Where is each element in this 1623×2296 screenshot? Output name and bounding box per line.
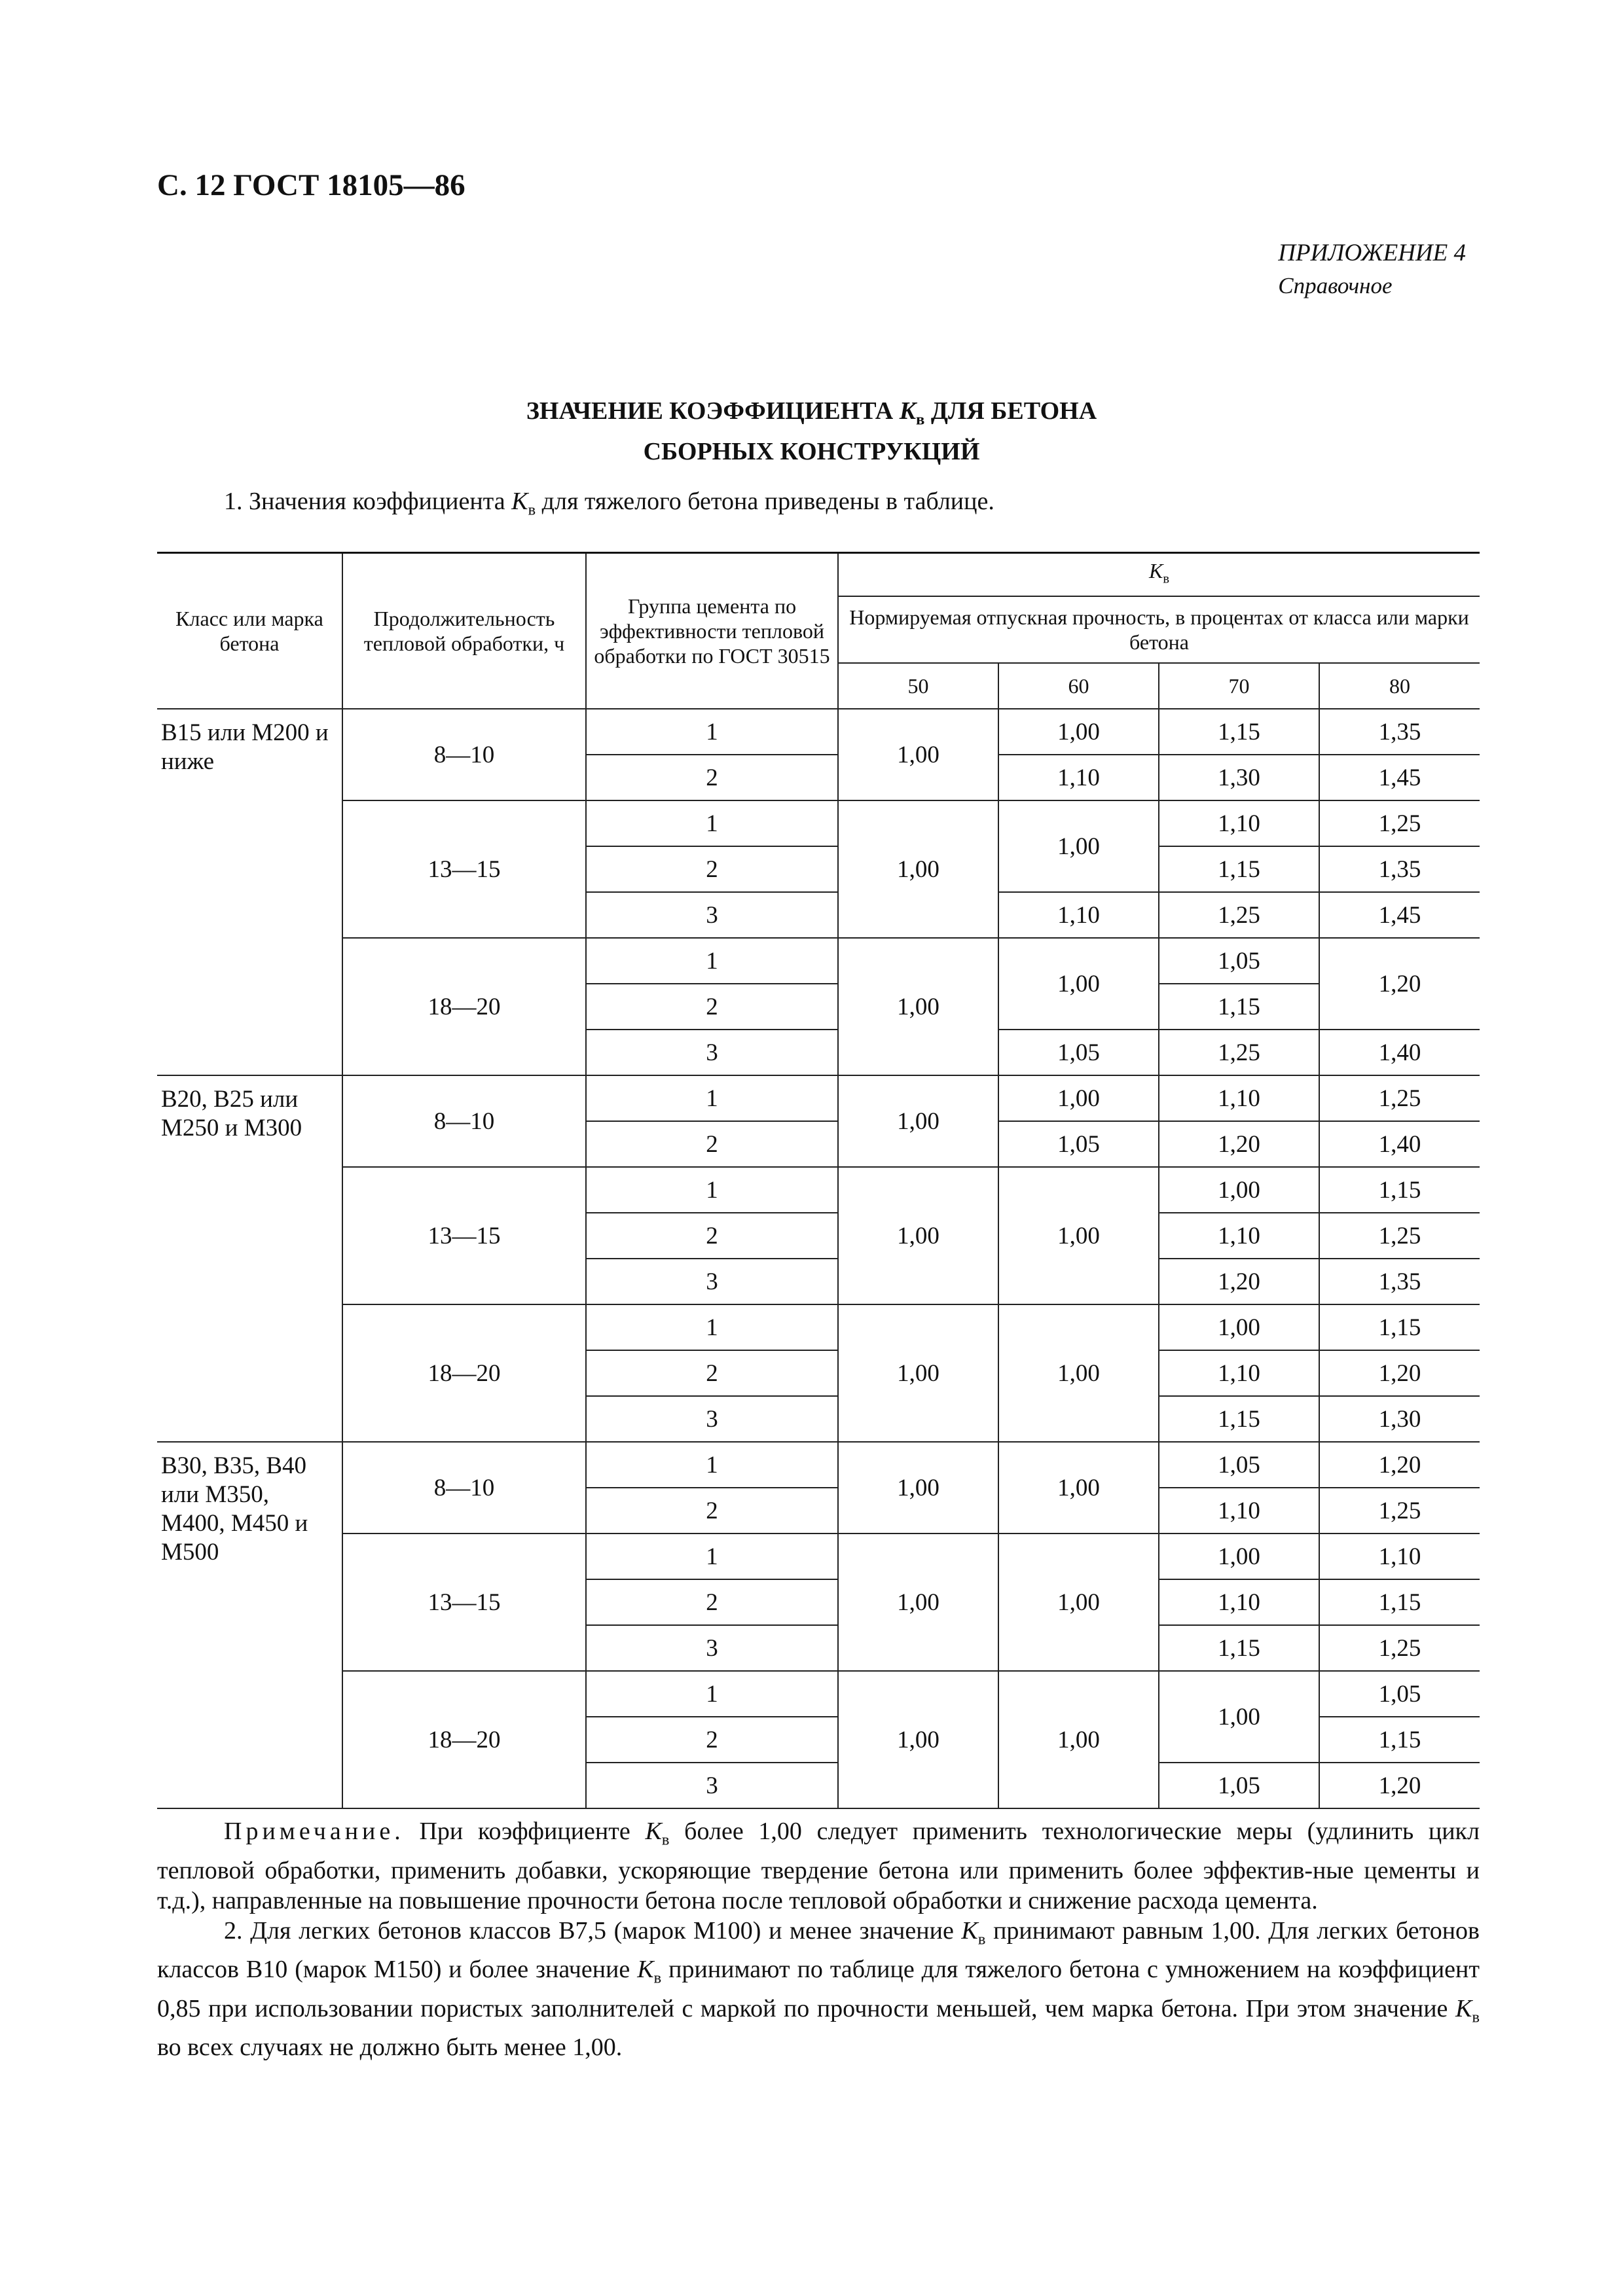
header-pct-80: 80 [1319, 663, 1480, 709]
value-cell: 1,25 [1159, 892, 1319, 938]
header-duration: Продолжительность тепловой обработки, ч [342, 553, 586, 709]
value-cell: 1,40 [1319, 1121, 1480, 1167]
value-cell: 1,10 [998, 755, 1159, 800]
value-cell: 1,35 [1319, 709, 1480, 755]
value-cell: 1,40 [1319, 1030, 1480, 1075]
appendix-number: ПРИЛОЖЕНИЕ 4 [1278, 240, 1466, 266]
group-cell: 2 [586, 846, 838, 892]
appendix-type: Справочное [1278, 273, 1393, 298]
header-pct-50: 50 [838, 663, 998, 709]
value-cell: 1,00 [838, 800, 998, 938]
table-row [157, 1442, 1480, 1488]
title-line-1: ЗНАЧЕНИЕ КОЭФФИЦИЕНТА $K_в$ ДЛЯ БЕТОНА [526, 397, 1097, 429]
value-cell: 1,20 [1319, 1763, 1480, 1808]
group-cell: 1 [586, 1442, 838, 1488]
group-cell: 1 [586, 1304, 838, 1350]
group-cell: 2 [586, 1579, 838, 1625]
duration-cell: 18—20 [342, 938, 586, 1075]
value-cell: 1,10 [1159, 1213, 1319, 1259]
table-row [157, 800, 1480, 846]
value-cell: 1,45 [1319, 755, 1480, 800]
value-cell: 1,20 [1319, 938, 1480, 1030]
value-cell: 1,05 [998, 1121, 1159, 1167]
value-cell: 1,30 [1319, 1396, 1480, 1442]
group-cell: 1 [586, 709, 838, 755]
duration-cell: 13—15 [342, 800, 586, 938]
header-pct-70: 70 [1159, 663, 1319, 709]
table-row [157, 1304, 1480, 1350]
value-cell: 1,15 [1319, 1579, 1480, 1625]
duration-cell: 18—20 [342, 1671, 586, 1808]
value-cell: 1,00 [1159, 1304, 1319, 1350]
value-cell: 1,00 [998, 709, 1159, 755]
value-cell: 1,15 [1319, 1717, 1480, 1763]
kb-table [157, 552, 1480, 1809]
value-cell: 1,10 [1159, 1350, 1319, 1396]
group-cell: 3 [586, 1030, 838, 1075]
group-cell: 1 [586, 1534, 838, 1579]
value-cell: 1,25 [1319, 1488, 1480, 1534]
value-cell: 1,10 [998, 892, 1159, 938]
group-cell: 2 [586, 1121, 838, 1167]
note-1: Примечание. При коэффициенте $K_в$ более 1,00 следует применить технологические меры (удлинить цикл тепловой обработки, применить добавки, ускоряющие твердение бетона или применить более эффектив-ные цементы и т.д.), направленные на повышение прочности бетона после тепловой обработки и снижение расхода цемента. [157, 1818, 1480, 1914]
value-cell: 1,35 [1319, 846, 1480, 892]
header-class: Класс или марка бетона [157, 553, 342, 709]
group-cell: 3 [586, 1763, 838, 1808]
group-cell: 2 [586, 1488, 838, 1534]
duration-cell: 13—15 [342, 1534, 586, 1671]
group-cell: 1 [586, 1167, 838, 1213]
value-cell: 1,10 [1159, 800, 1319, 846]
value-cell: 1,20 [1159, 1121, 1319, 1167]
value-cell: 1,30 [1159, 755, 1319, 800]
group-cell: 2 [586, 1717, 838, 1763]
value-cell: 1,05 [1319, 1671, 1480, 1717]
value-cell: 1,00 [998, 800, 1159, 892]
group-cell: 1 [586, 800, 838, 846]
duration-cell: 8—10 [342, 1075, 586, 1167]
header-cement-group: Группа цемента по эффективности тепловой обработки по ГОСТ 30515 [586, 553, 838, 709]
class-cell: В15 или М200 и ниже [157, 709, 342, 1075]
value-cell: 1,00 [998, 1304, 1159, 1442]
value-cell: 1,00 [998, 1167, 1159, 1304]
group-cell: 3 [586, 1396, 838, 1442]
value-cell: 1,00 [838, 1075, 998, 1167]
value-cell: 1,00 [998, 938, 1159, 1030]
group-cell: 2 [586, 1213, 838, 1259]
group-cell: 3 [586, 1625, 838, 1671]
table-row [157, 709, 1480, 755]
value-cell: 1,00 [838, 938, 998, 1075]
value-cell: 1,15 [1159, 709, 1319, 755]
group-cell: 1 [586, 1671, 838, 1717]
class-cell: В20, В25 или М250 и М300 [157, 1075, 342, 1442]
value-cell: 1,05 [998, 1030, 1159, 1075]
duration-cell: 8—10 [342, 1442, 586, 1534]
table-row [157, 1671, 1480, 1717]
group-cell: 1 [586, 938, 838, 984]
group-cell: 2 [586, 1350, 838, 1396]
value-cell: 1,15 [1159, 846, 1319, 892]
note-2: 2. Для легких бетонов классов В7,5 (марок М100) и менее значение $K_в$ принимают равным 1,00. Для легких бетонов классов В10 (марок М150) и более значение $K_в$ принимают по таблице для тяжелого бетона с умножением на коэффициент 0,85 при использовании пористых заполнителей с маркой по прочности меньшей, чем марка бетона. При этом значение $K_в$ во всех случаях не должно быть менее 1,00. [157, 1916, 1480, 2062]
header-pct-60: 60 [998, 663, 1159, 709]
group-cell: 3 [586, 1259, 838, 1304]
class-cell: В30, В35, В40 или М350, М400, М450 и М500 [157, 1442, 342, 1808]
group-cell: 3 [586, 892, 838, 938]
page-header-ref: С. 12 ГОСТ 18105—86 [157, 168, 465, 202]
value-cell: 1,15 [1319, 1167, 1480, 1213]
group-cell: 2 [586, 984, 838, 1030]
page-title [0, 395, 1623, 467]
value-cell: 1,20 [1319, 1350, 1480, 1396]
value-cell: 1,15 [1159, 1396, 1319, 1442]
value-cell: 1,10 [1319, 1534, 1480, 1579]
value-cell: 1,20 [1319, 1442, 1480, 1488]
value-cell: 1,35 [1319, 1259, 1480, 1304]
value-cell: 1,15 [1319, 1304, 1480, 1350]
header-strength: Нормируемая отпускная прочность, в процентах от класса или марки бетона [838, 596, 1480, 663]
value-cell: 1,00 [998, 1442, 1159, 1534]
value-cell: 1,10 [1159, 1075, 1319, 1121]
value-cell: 1,10 [1159, 1488, 1319, 1534]
duration-cell: 18—20 [342, 1304, 586, 1442]
value-cell: 1,00 [1159, 1534, 1319, 1579]
value-cell: 1,15 [1159, 984, 1319, 1030]
value-cell: 1,15 [1159, 1625, 1319, 1671]
value-cell: 1,25 [1319, 1213, 1480, 1259]
intro-paragraph: 1. Значения коэффициента $K_в$ для тяжелого бетона приведены в таблице. [224, 488, 994, 519]
table-row [157, 938, 1480, 984]
value-cell: 1,00 [998, 1534, 1159, 1671]
value-cell: 1,25 [1319, 1075, 1480, 1121]
duration-cell: 8—10 [342, 709, 586, 800]
value-cell: 1,45 [1319, 892, 1480, 938]
value-cell: 1,05 [1159, 1442, 1319, 1488]
value-cell: 1,00 [998, 1671, 1159, 1808]
value-cell: 1,00 [998, 1075, 1159, 1121]
value-cell: 1,25 [1319, 1625, 1480, 1671]
value-cell: 1,00 [838, 1442, 998, 1534]
value-cell: 1,00 [838, 1534, 998, 1671]
value-cell: 1,00 [838, 1671, 998, 1808]
value-cell: 1,00 [838, 1304, 998, 1442]
value-cell: 1,00 [1159, 1167, 1319, 1213]
group-cell: 2 [586, 755, 838, 800]
value-cell: 1,05 [1159, 1763, 1319, 1808]
group-cell: 1 [586, 1075, 838, 1121]
value-cell: 1,00 [838, 1167, 998, 1304]
value-cell: 1,00 [1159, 1671, 1319, 1763]
table-row [157, 1075, 1480, 1121]
table-row [157, 1534, 1480, 1579]
value-cell: 1,00 [838, 709, 998, 800]
value-cell: 1,25 [1159, 1030, 1319, 1075]
header-kb: $K_в$ [838, 553, 1480, 597]
title-line-2: СБОРНЫХ КОНСТРУКЦИЙ [643, 437, 980, 465]
table-row [157, 1167, 1480, 1213]
duration-cell: 13—15 [342, 1167, 586, 1304]
value-cell: 1,05 [1159, 938, 1319, 984]
notes-section [157, 1816, 1480, 2062]
value-cell: 1,10 [1159, 1579, 1319, 1625]
appendix-label [1278, 237, 1466, 302]
value-cell: 1,25 [1319, 800, 1480, 846]
value-cell: 1,20 [1159, 1259, 1319, 1304]
